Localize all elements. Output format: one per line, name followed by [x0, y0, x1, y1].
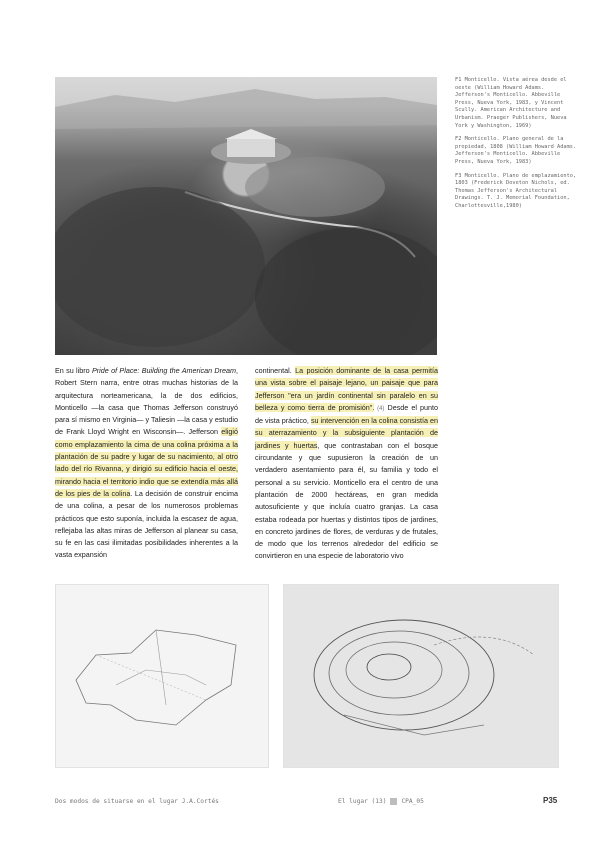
body-column-right: [255, 365, 438, 563]
site-plan-drawing: [283, 584, 559, 768]
page-number: P35: [543, 796, 558, 805]
footer-journal: CPA_05: [401, 798, 424, 805]
caption-f3: F3 Monticello. Plano de emplazamiento, 1803 (Frederick Doveton Nichols, ed. Thomas Jefferson's Architectural Drawings. T. J. Memorial Foundation, Charlottesville,1980): [455, 172, 577, 209]
highlighted-text: La posición dominante de la casa permitía una vista sobre el paisaje lejano, un paisaje que para Jefferson "era un jardín continental sin paralelo en su belleza y como tierra de promisión".: [255, 366, 438, 412]
footer-section: El lugar (13): [338, 798, 387, 805]
caption-f1: F1 Monticello. Vista aérea desde el oeste (William Howard Adams. Jefferson's Monticello. Abbeville Press, Nueva York, 1983, y Vincent Scully. American Architecture and Urbanism. Praeger Publishers, Nueva York y Washington, 1969): [455, 77, 567, 129]
footer-middle: [338, 798, 424, 805]
book-title: Pride of Place: Building the American Dream: [91, 366, 236, 375]
paragraph-right: continental. La posición dominante de la casa permitía una vista sobre el paisaje lejano, un paisaje que para Jefferson "era un jardín continental sin paralelo en su belleza y como tierra de promisión". (4) Desde el punto de vista práctico, su intervención en la colina consistía en su aterrazamiento y la subsiguiente plantación de jardines y huertas, que contrastaban con el bosque circundante y que supusieron la creación de un verdadero asentamiento para él, su familia y todo el personal a su servicio. Monticello era el centro de una plantación de 2000 hectáreas, en gran medida autosuficiente y que incluía cuatro granjas. La casa estaba rodeada por huertas y distintos tipos de jardines, en concreto jardines de flores, de verduras y de frutales, de modo que los terrenos alrededor del edificio se convirtieron en una especie de laboratorio vivo: [255, 366, 438, 561]
highlighted-text: eligió como emplazamiento la cima de una colina próxima a la plantación de su padre y lugar de su nacimiento, al otro lado del río Rivanna, y dirigió su edificio hacia el oeste, mirando hacia el territorio indio que se extendía más allá de los pies de la colina: [55, 427, 238, 498]
aerial-photo-monticello: [55, 77, 437, 355]
property-plan-drawing: [55, 584, 269, 768]
caption-f2: F2 Monticello. Plano general de la propiedad, 1808 (William Howard Adams. Jefferson's Monticello. Abbeville Press, Nueva York, 1983): [455, 136, 577, 165]
square-icon: [390, 798, 397, 805]
body-column-left: [55, 365, 238, 562]
footer-left: Dos modos de situarse en el lugar J.A.Cortés: [55, 798, 219, 805]
highlighted-text: su intervención en la colina consistía en su aterrazamiento y la subsiguiente plantación de jardines y huertas: [255, 416, 438, 450]
paragraph-left: En su libro Pride of Place: Building the American Dream, Robert Stern narra, entre otras muchas historias de la arquitectura norteamericana, la de dos edificios, Monticello —la casa que Thomas Jefferson construyó para sí mismo en Virginia— y Taliesin —la casa y estudio de Frank Lloyd Wright en Wisconsin—. Jefferson eligió como emplazamiento la cima de una colina próxima a la plantación de su padre y lugar de su nacimiento, al otro lado del río Rivanna, y dirigió su edificio hacia el oeste, mirando hacia el territorio indio que se extendía más allá de los pies de la colina. La decisión de construir encima de una colina, a pesar de los numerosos problemas prácticos que esto suponía, incluida la escasez de agua, reflejaba las altas miras de Jefferson al planear su casa, su fe en las casi ilimitadas posibilidades inherentes a la vasta expansión: [55, 366, 238, 560]
figure-captions: [455, 77, 580, 217]
footnote-ref: (4): [374, 405, 385, 412]
